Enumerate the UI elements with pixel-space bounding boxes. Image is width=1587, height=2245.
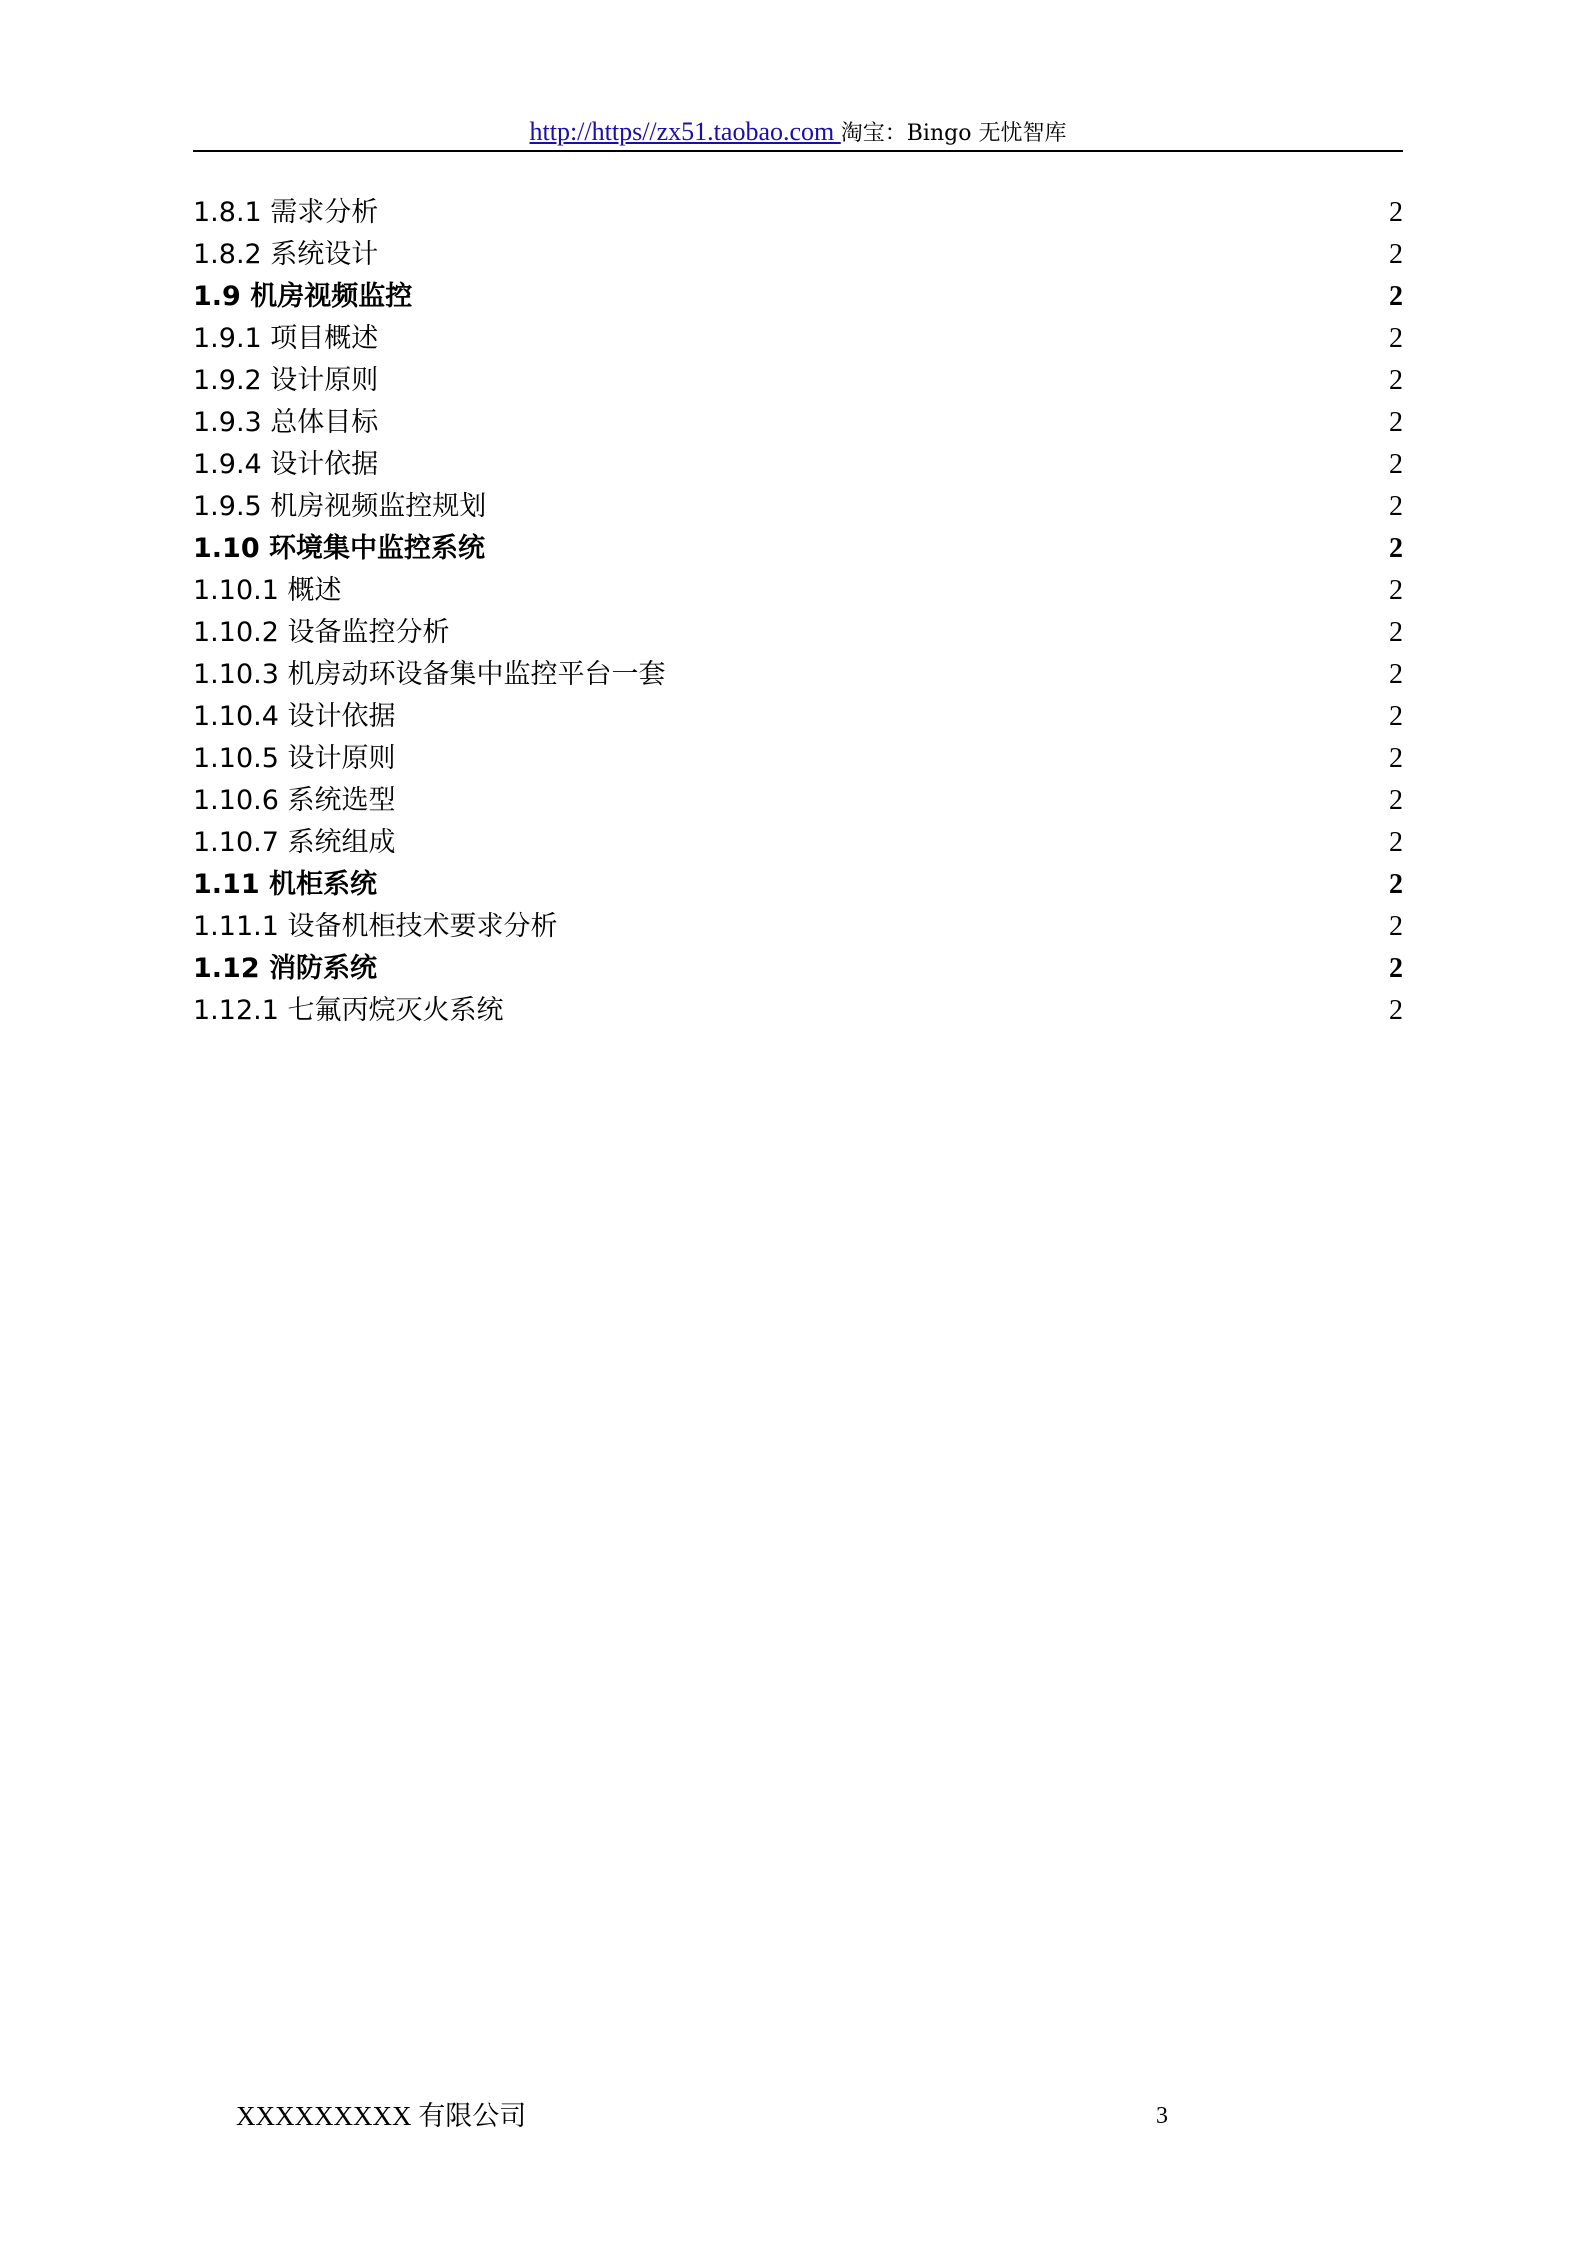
toc-entry-label: 1.10.3 机房动环设备集中监控平台一套 <box>193 659 666 690</box>
toc-entry-label: 1.9.4 设计依据 <box>193 449 379 480</box>
toc-entry[interactable] <box>193 486 1403 528</box>
toc-entry[interactable] <box>193 738 1403 780</box>
toc-entry[interactable] <box>193 444 1403 486</box>
toc-section-entry[interactable] <box>193 276 1403 318</box>
toc-entry-page: 2 <box>1389 239 1403 270</box>
toc-entry-label: 1.9.3 总体目标 <box>193 407 379 438</box>
toc-entry[interactable] <box>193 402 1403 444</box>
toc-entry-label: 1.9.5 机房视频监控规划 <box>193 491 487 522</box>
toc-section-entry[interactable] <box>193 864 1403 906</box>
toc-entry-label: 1.8.1 需求分析 <box>193 197 379 228</box>
toc-entry-label: 1.9.1 项目概述 <box>193 323 379 354</box>
toc-entry-page: 2 <box>1389 407 1403 438</box>
toc-entry-page: 2 <box>1389 911 1403 942</box>
toc-entry-label: 1.9.2 设计原则 <box>193 365 379 396</box>
toc-entry-label: 1.11.1 设备机柜技术要求分析 <box>193 911 558 942</box>
table-of-contents <box>193 192 1403 1032</box>
toc-entry-page: 2 <box>1389 617 1403 648</box>
header-divider <box>193 150 1403 152</box>
toc-entry-page: 2 <box>1389 449 1403 480</box>
toc-entry-page: 2 <box>1389 953 1403 984</box>
toc-entry-page: 2 <box>1389 281 1403 312</box>
toc-entry-page: 2 <box>1389 743 1403 774</box>
toc-entry-label: 1.10.7 系统组成 <box>193 827 396 858</box>
toc-entry-label: 1.10.4 设计依据 <box>193 701 396 732</box>
header-link[interactable]: http://https//zx51.taobao.com <box>529 117 841 146</box>
toc-entry-page: 2 <box>1389 575 1403 606</box>
toc-entry-page: 2 <box>1389 533 1403 564</box>
toc-entry-label: 1.10.5 设计原则 <box>193 743 396 774</box>
page-header <box>193 112 1403 152</box>
toc-entry-label: 1.10.2 设备监控分析 <box>193 617 450 648</box>
toc-entry-page: 2 <box>1389 995 1403 1026</box>
footer-page-number: 3 <box>1156 2103 1168 2129</box>
toc-entry-label: 1.10.6 系统选型 <box>193 785 396 816</box>
toc-entry-label: 1.12 消防系统 <box>193 953 378 984</box>
toc-entry-page: 2 <box>1389 491 1403 522</box>
toc-entry-page: 2 <box>1389 197 1403 228</box>
toc-entry[interactable] <box>193 906 1403 948</box>
header-shop-text: 淘宝：Bingo 无忧智库 <box>840 121 1067 146</box>
toc-entry[interactable] <box>193 318 1403 360</box>
toc-entry[interactable] <box>193 192 1403 234</box>
toc-entry-label: 1.11 机柜系统 <box>193 869 378 900</box>
page-footer <box>236 2096 1176 2136</box>
toc-entry[interactable] <box>193 360 1403 402</box>
toc-entry-page: 2 <box>1389 827 1403 858</box>
toc-entry-page: 2 <box>1389 659 1403 690</box>
toc-section-entry[interactable] <box>193 528 1403 570</box>
toc-entry-page: 2 <box>1389 701 1403 732</box>
footer-company-name: XXXXXXXXX 有限公司 <box>236 2101 527 2131</box>
toc-entry[interactable] <box>193 654 1403 696</box>
toc-entry-page: 2 <box>1389 869 1403 900</box>
toc-entry[interactable] <box>193 990 1403 1032</box>
toc-entry-label: 1.10 环境集中监控系统 <box>193 533 486 564</box>
toc-entry-label: 1.8.2 系统设计 <box>193 239 379 270</box>
toc-entry[interactable] <box>193 612 1403 654</box>
toc-entry-label: 1.9 机房视频监控 <box>193 281 413 312</box>
toc-entry[interactable] <box>193 822 1403 864</box>
toc-entry-page: 2 <box>1389 365 1403 396</box>
toc-entry[interactable] <box>193 570 1403 612</box>
toc-entry-page: 2 <box>1389 323 1403 354</box>
toc-entry-label: 1.10.1 概述 <box>193 575 342 606</box>
toc-entry-label: 1.12.1 七氟丙烷灭火系统 <box>193 995 504 1026</box>
toc-entry-page: 2 <box>1389 785 1403 816</box>
toc-section-entry[interactable] <box>193 948 1403 990</box>
toc-entry[interactable] <box>193 780 1403 822</box>
toc-entry[interactable] <box>193 696 1403 738</box>
toc-entry[interactable] <box>193 234 1403 276</box>
